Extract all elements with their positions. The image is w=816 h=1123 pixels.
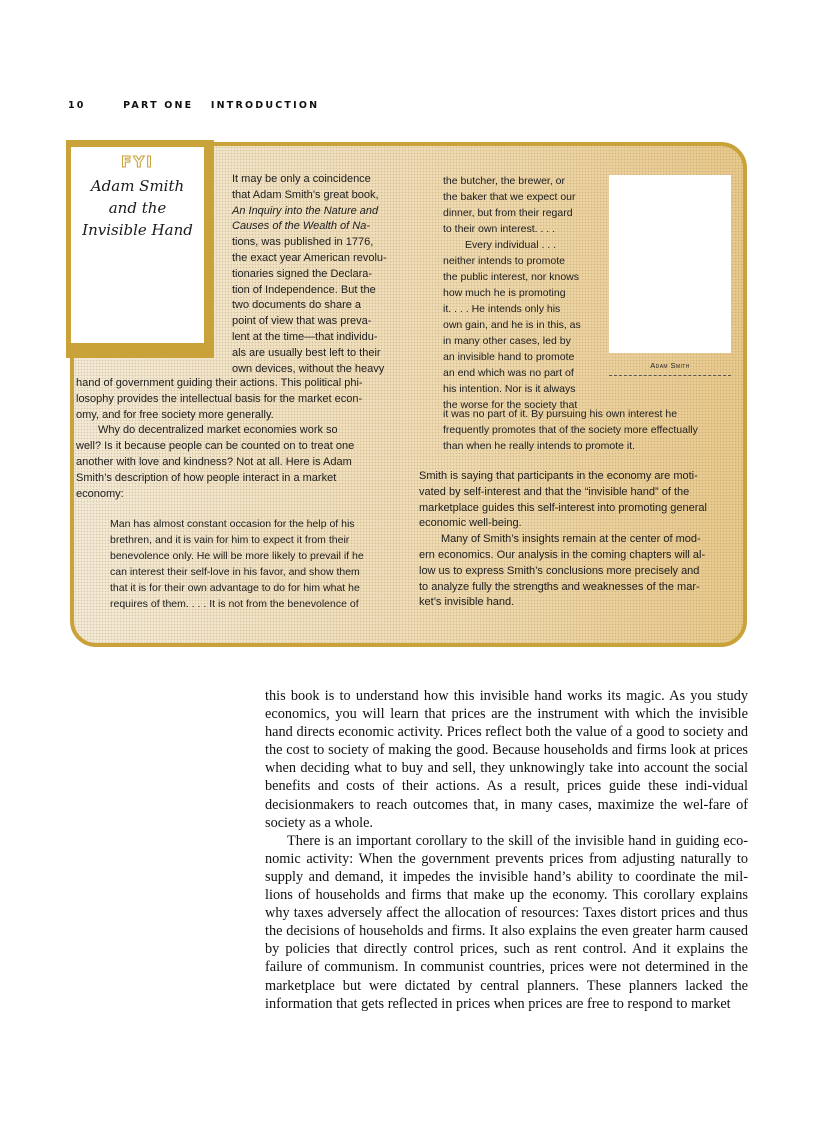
section-label: INTRODUCTION	[210, 100, 320, 111]
text-line: Why do decentralized market economies work so	[98, 424, 338, 437]
text-line: tion of Independence. But the	[232, 283, 376, 296]
text-line: brethren, and it is vain for him to expect it from their	[110, 534, 350, 546]
smith-quote-continued	[443, 173, 608, 413]
text-line: that Adam Smith’s great book,	[232, 188, 379, 201]
part-label: PART ONE	[123, 100, 194, 111]
text-line: his intention. Nor is it always	[443, 383, 576, 395]
text-line: Smith’s description of how people interact in a market	[76, 471, 337, 484]
text-line: Every individual . . .	[465, 239, 557, 251]
text-line: how much he is promoting	[443, 287, 566, 299]
text-line: own gain, and he is in this, as	[443, 319, 581, 331]
text-line: own devices, without the heavy	[232, 362, 385, 375]
text-line: point of view that was preva-	[232, 315, 372, 328]
text-line: economic well-being.	[419, 517, 522, 530]
text-line: it. . . . He intends only his	[443, 303, 561, 315]
text-line: losophy provides the intellectual basis for the market econ-	[76, 392, 363, 405]
fyi-intro-continued	[76, 376, 401, 502]
text-line: to their own interest. . . .	[443, 223, 556, 235]
smith-quote-start	[110, 516, 400, 612]
text-line: Smith is saying that participants in the economy are moti-	[419, 470, 698, 482]
text-line: lent at the time—that individu-	[232, 330, 378, 343]
fyi-heading-line: Invisible Hand	[82, 221, 193, 239]
text-line: than when he really intends to promote it.	[443, 440, 636, 452]
fyi-heading	[71, 175, 204, 241]
text-line: neither intends to promote	[443, 255, 565, 267]
fyi-heading-line: and the	[108, 199, 167, 217]
text-line: to analyze fully the strengths and weaknesses of the mar-	[419, 580, 700, 593]
text-line: ket’s invisible hand.	[419, 596, 515, 609]
smith-quote-end	[443, 406, 743, 454]
text-line: benevolence only. He will be more likely to prevail if he	[110, 550, 364, 562]
text-line: dinner, but from their regard	[443, 207, 573, 219]
fyi-title-panel	[69, 145, 206, 345]
text-line: the butcher, the brewer, or	[443, 175, 565, 187]
fyi-conclusion	[419, 469, 737, 611]
text-line: the exact year American revolu-	[232, 251, 387, 264]
text-line: Causes of the Wealth of Na-	[232, 220, 370, 233]
text-line: tions, was published in 1776,	[232, 236, 374, 249]
text-line: low us to express Smith’s conclusions more precisely and	[419, 564, 700, 577]
fyi-label: FYI	[121, 153, 154, 171]
fyi-title-box	[66, 140, 214, 358]
text-line: well? Is it because people can be counted on to treat one	[76, 440, 355, 453]
text-line: an end which was no part of	[443, 367, 574, 379]
text-line: An Inquiry into the Nature and	[232, 204, 379, 217]
text-line: als are usually best left to their	[232, 346, 381, 359]
text-line: in many other cases, led by	[443, 335, 571, 347]
text-line: another with love and kindness? Not at all. Here is Adam	[76, 455, 352, 468]
text-line: economy:	[76, 487, 124, 500]
photo-caption: Adam Smith	[650, 361, 690, 370]
text-line: requires of them. . . . It is not from the benevolence of	[110, 598, 359, 610]
text-line: Man has almost constant occasion for the help of his	[110, 518, 355, 530]
text-line: an invisible hand to promote	[443, 351, 575, 363]
text-line: ern economics. Our analysis in the coming chapters will al-	[419, 548, 706, 561]
text-line: Many of Smith’s insights remain at the center of mod-	[441, 533, 701, 546]
text-line: the baker that we expect our	[443, 191, 576, 203]
text-line: It may be only a coincidence	[232, 173, 371, 185]
text-line: that it is for their own advantage to do for him what he	[110, 582, 360, 594]
text-line: vated by self-interest and that the “invisible hand” of the	[419, 485, 690, 498]
text-line: hand of government guiding their actions. This political phi-	[76, 377, 363, 389]
text-line: frequently promotes that of the society more effectually	[443, 424, 698, 436]
page-number: 10	[68, 100, 86, 111]
body-paragraph: There is an important corollary to the skill of the invisible hand in guiding eco-nomic activity: When the government prevents prices from adjusting naturally to supply and demand, it impedes the invisible hand’s ability to coordinate the mil-lions of households and firms that make up the economy. This corollary explains why taxes adversely affect the allocation of resources: Taxes distort prices and thus the decisions of households and firms. It also explains the even greater harm caused by policies that directly control prices, such as rent control. And it explains the failure of communism. In communist countries, prices were not determined in the marketplace but were dictated by central planners. These planners lacked the information that gets reflected in prices when prices are free to respond to market	[265, 832, 748, 1012]
text-line: tionaries signed the Declara-	[232, 267, 373, 280]
text-line: the worse for the society that	[443, 399, 578, 411]
text-line: two documents do share a	[232, 299, 362, 312]
text-line: omy, and for free society more generally.	[76, 408, 274, 421]
caption-rule	[609, 375, 731, 376]
fyi-intro-paragraph	[232, 172, 400, 377]
text-line: marketplace guides this self-interest into promoting general	[419, 501, 707, 514]
main-body-text	[265, 687, 748, 1013]
adam-smith-portrait	[609, 175, 731, 353]
text-line: it was no part of it. By pursuing his own interest he	[443, 408, 678, 420]
running-head	[68, 100, 319, 111]
body-paragraph: this book is to understand how this invisible hand works its magic. As you study economics, you will learn that prices are the instrument with which the invisible hand directs economic activity. Prices reflect both the value of a good to society and the cost to society of making the good. Because households and firms look at prices when deciding what to buy and sell, they unknowingly take into account the social benefits and costs of their actions. As a result, prices guide these indi-vidual decisionmakers to reach outcomes that, in many cases, maximize the wel-fare of society as a whole.	[265, 688, 748, 831]
text-line: can interest their self-love in his favor, and show them	[110, 566, 360, 578]
fyi-heading-line: Adam Smith	[90, 177, 185, 195]
text-line: the public interest, nor knows	[443, 271, 579, 283]
